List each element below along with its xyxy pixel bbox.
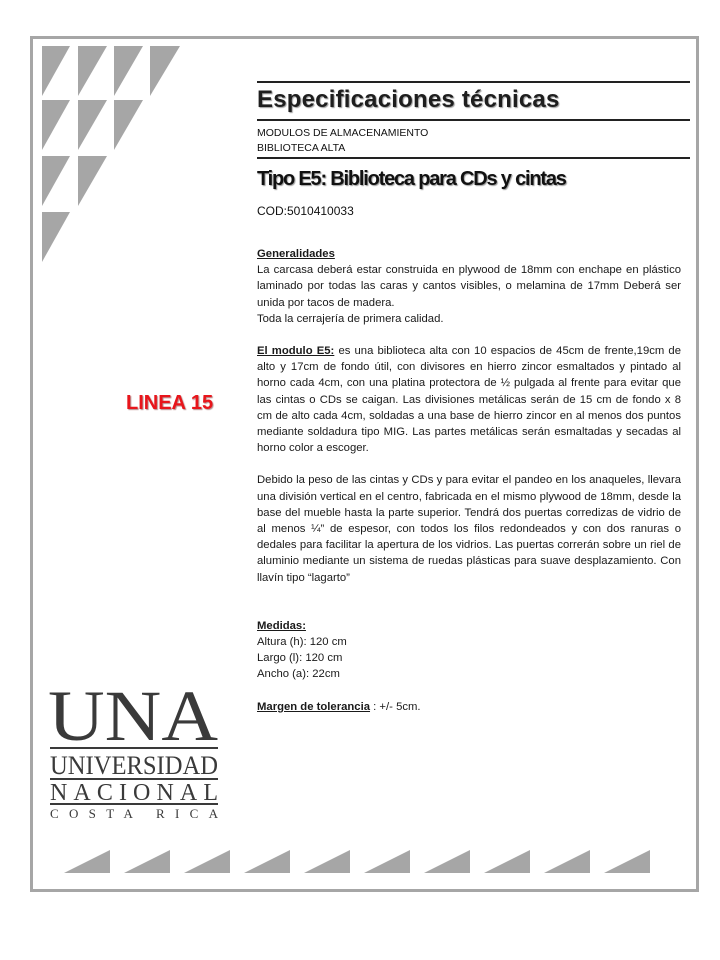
medida-altura: Altura (h): 120 cm: [257, 636, 347, 649]
margen-text: : +/- 5cm.: [370, 700, 421, 713]
section-heading-modulo: El modulo E5:: [257, 345, 335, 358]
header-rule-top: [257, 81, 690, 83]
section-heading-medidas: Medidas:: [257, 619, 306, 632]
deco-triangle: [424, 850, 470, 873]
deco-triangle: [114, 46, 143, 96]
subtitle-line: MODULOS DE ALMACENAMIENTO: [257, 127, 429, 139]
deco-triangle: [114, 100, 143, 150]
deco-triangle: [184, 850, 230, 873]
deco-triangle: [544, 850, 590, 873]
deco-triangle: [604, 850, 650, 873]
section-heading-margen: Margen de tolerancia: [257, 700, 371, 713]
generalidades-paragraph: La carcasa deberá estar construida en plywood de 18mm con enchape en plástico laminado por todas las caras y cantos visibles, o melamina de 17mm Deberá ser unida por tacos de madera.: [257, 264, 681, 309]
logo-universidad-text: UNIVERSIDAD: [50, 751, 218, 780]
category-subtitle: [257, 126, 428, 156]
line-label: LINEA 15: [126, 392, 214, 414]
deco-triangle: [150, 46, 180, 96]
logo-nacional-text: NACIONAL: [50, 780, 218, 806]
generalidades-paragraph: Toda la cerrajería de primera calidad.: [257, 312, 444, 325]
product-code: COD:5010410033: [257, 204, 354, 218]
deco-triangle: [42, 100, 70, 150]
deco-triangle: [42, 212, 70, 262]
header-rule-middle: [257, 119, 690, 121]
medida-ancho: Ancho (a): 22cm: [257, 668, 340, 681]
deco-triangle: [42, 46, 70, 96]
header-rule-bottom: [257, 157, 690, 159]
deco-triangle: [124, 850, 170, 873]
medida-largo: Largo (l): 120 cm: [257, 652, 343, 665]
page-title: Especificaciones técnicas: [257, 86, 560, 113]
logo-una-text: UNA: [48, 680, 218, 756]
deco-triangle: [42, 156, 70, 206]
section-heading-generalidades: Generalidades: [257, 248, 335, 260]
deco-triangle: [64, 850, 110, 873]
deco-triangle: [484, 850, 530, 873]
subtitle-line: BIBLIOTECA ALTA: [257, 142, 346, 154]
deco-triangle: [78, 156, 107, 206]
deco-triangle: [304, 850, 350, 873]
margen-paragraph: [257, 699, 681, 715]
modulo-paragraph: [257, 343, 681, 456]
modulo-text: es una biblioteca alta con 10 espacios de 45cm de frente,19cm de alto y 17cm de fondo útil, con divisores en hierro zincor esmaltados y pintado al horno cada 4cm, con una platina protectora de ½ pulgada al frente para evitar que las cintas o CDs se caigan. Las divisiones metálicas serán de 15 cm de fondo x 8 cm de alto cada 4cm, soldadas a una base de hierro zincor en al menos dos puntos mediante soldadura tipo MIG. Las partes metálicas serán esmaltadas y secadas al horno color a escoger.: [257, 345, 681, 455]
product-title: Tipo E5: Biblioteca para CDs y cintas: [257, 168, 566, 190]
deco-triangle: [244, 850, 290, 873]
una-logo: [46, 680, 226, 820]
deco-triangle: [78, 100, 107, 150]
deco-triangle: [364, 850, 410, 873]
logo-costarica-text: COSTA RICA: [50, 806, 218, 820]
deco-triangle: [78, 46, 107, 96]
peso-paragraph: Debido la peso de las cintas y CDs y para evitar el pandeo en los anaqueles, llevara una división vertical en el centro, fabricada en el mismo plywood de 18mm, desde la base del mueble hasta la parte superior. Tendrá dos puertas corredizas de vidrio de al menos ¼” de espesor, con todos los filos redondeados y con dos ranuras o dedales para facilitar la apertura de los vidrios. Las puertas correrán sobre un riel de aluminio mediante un sistema de ruedas plásticas para suave desplazamiento. Con llavín tipo “lagarto”: [257, 474, 681, 584]
spec-body: [257, 246, 681, 715]
